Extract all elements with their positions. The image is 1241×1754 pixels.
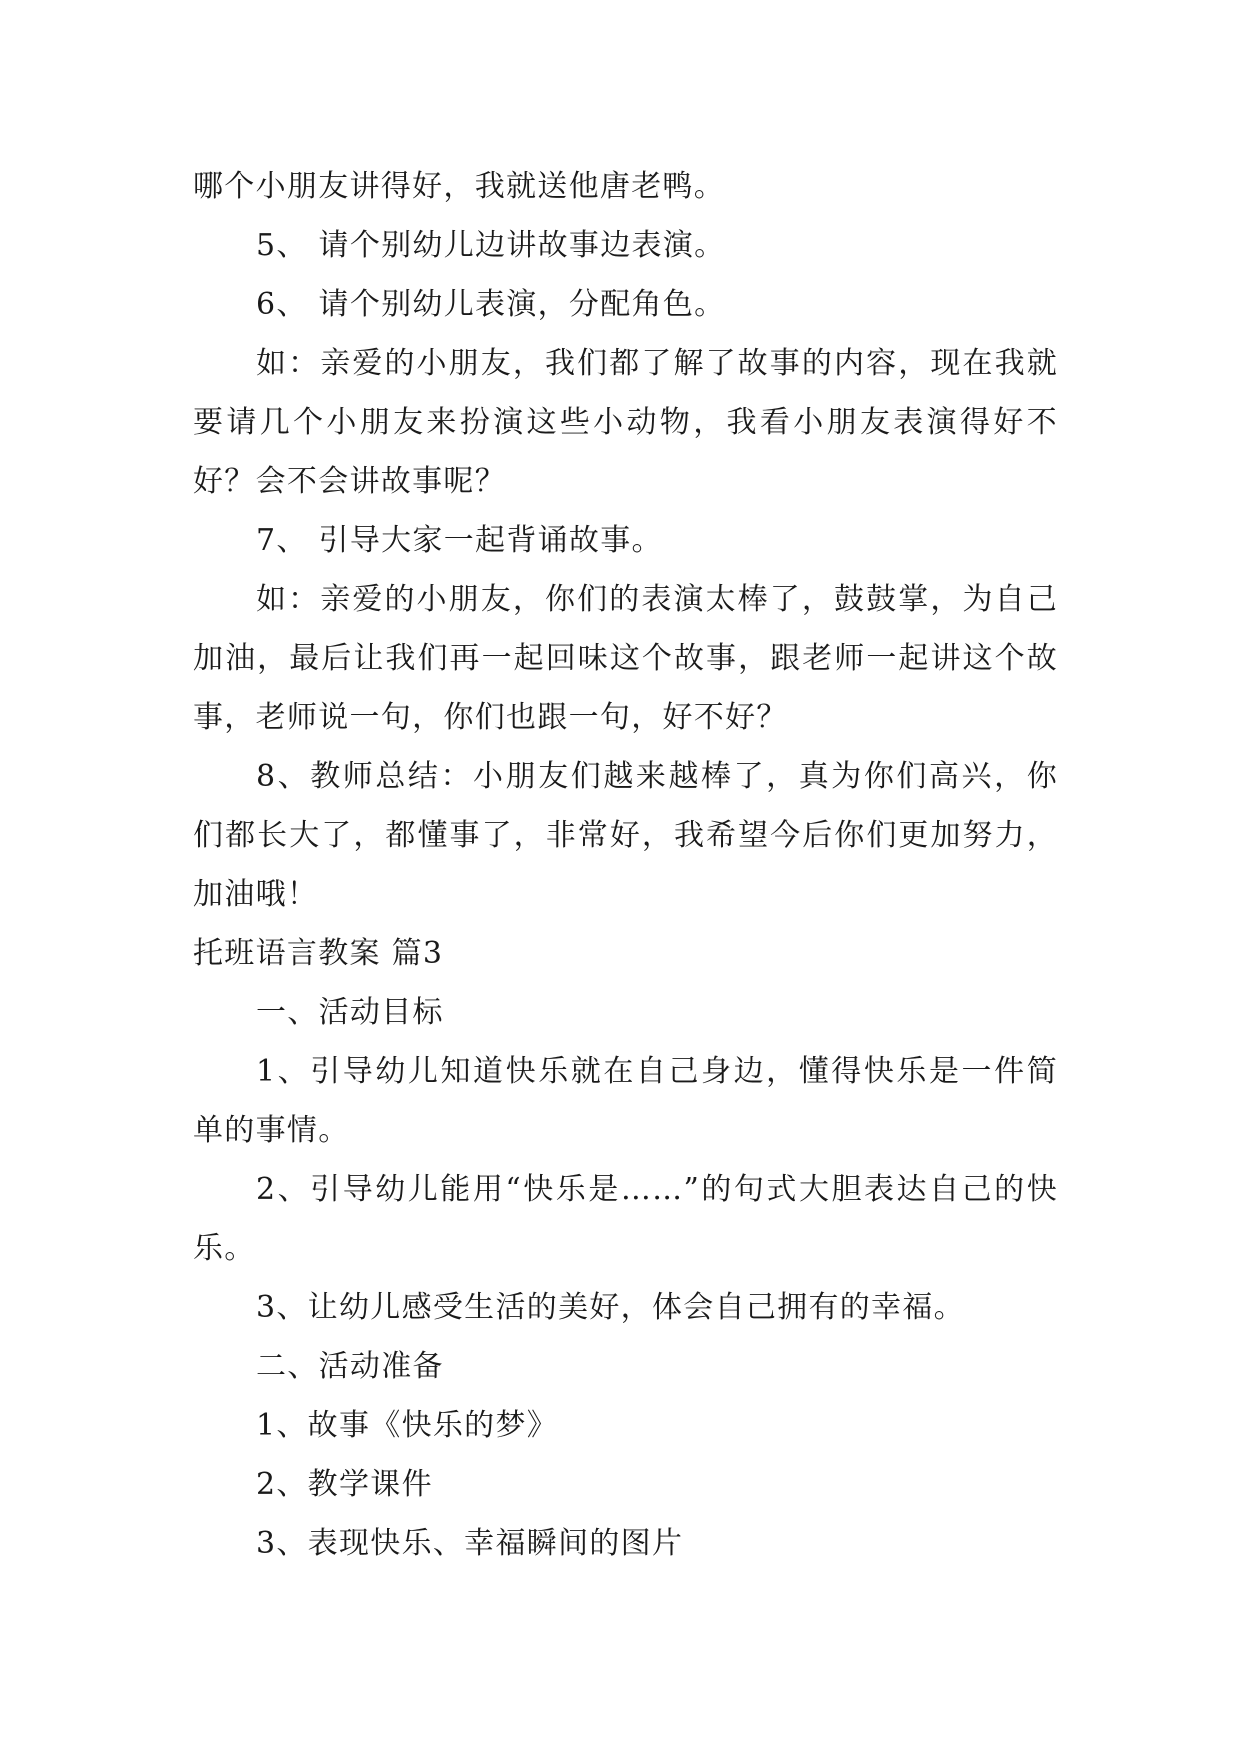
paragraph: 一、活动目标	[256, 995, 444, 1030]
paragraph: 8、教师总结：小朋友们越来越棒了，真为你们高兴，你们都长大了，都懂事了，非常好，我希望今后你们更加努力，加油哦！	[193, 759, 1058, 912]
paragraph: 2、教学课件	[256, 1467, 433, 1502]
paragraph: 1、故事《快乐的梦》	[256, 1408, 559, 1443]
paragraph: 3、让幼儿感受生活的美好，体会自己拥有的幸福。	[256, 1290, 965, 1325]
paragraph: 如：亲爱的小朋友，你们的表演太棒了，鼓鼓掌，为自己加油，最后让我们再一起回味这个故事，跟老师一起讲这个故事，老师说一句，你们也跟一句，好不好？	[193, 582, 1058, 735]
paragraph: 3、表现快乐、幸福瞬间的图片	[256, 1526, 684, 1561]
paragraph: 6、 请个别幼儿表演，分配角色。	[256, 287, 726, 322]
paragraph: 如：亲爱的小朋友，我们都了解了故事的内容，现在我就要请几个小朋友来扮演这些小动物，我看小朋友表演得好不好？会不会讲故事呢？	[193, 346, 1058, 499]
document-body	[193, 157, 1058, 1573]
paragraph: 1、引导幼儿知道快乐就在自己身边，懂得快乐是一件简单的事情。	[193, 1054, 1058, 1148]
paragraph: 5、 请个别幼儿边讲故事边表演。	[256, 228, 726, 263]
paragraph: 2、引导幼儿能用“快乐是……”的句式大胆表达自己的快乐。	[193, 1172, 1058, 1266]
paragraph: 7、 引导大家一起背诵故事。	[256, 523, 663, 558]
section-heading: 托班语言教案 篇3	[193, 936, 444, 971]
paragraph: 二、活动准备	[256, 1349, 444, 1384]
paragraph: 哪个小朋友讲得好，我就送他唐老鸭。	[193, 169, 726, 204]
